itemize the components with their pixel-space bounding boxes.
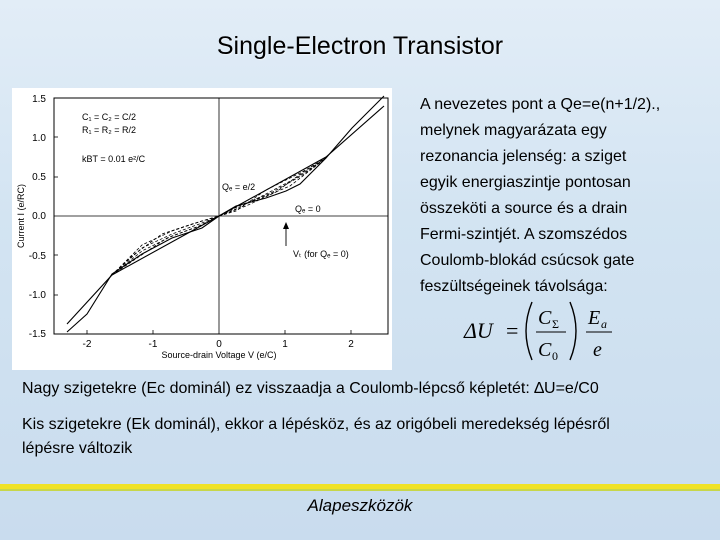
description-line: A nevezetes pont a Qe=e(n+1/2)., <box>420 96 661 113</box>
x-axis-title: Source-drain Voltage V (e/C) <box>161 350 277 360</box>
paragraph-small-islands <box>22 413 712 461</box>
formula-lhs: ΔU <box>464 318 493 343</box>
y-tick-label: -1.5 <box>28 329 46 340</box>
y-tick-label: 0.5 <box>32 172 46 183</box>
description-line: Coulomb-blokád csúcsok gate <box>420 252 635 269</box>
description-line: melynek magyarázata egy <box>420 122 607 139</box>
y-tick-label: 1.5 <box>32 94 46 105</box>
delta-u-formula <box>462 296 632 371</box>
paragraph-large-islands: Nagy szigetekre (Ec dominál) ez visszaadja a Coulomb-lépcső képletét: ∆U=e/C0 <box>22 380 599 397</box>
y-tick-label: 0.0 <box>32 211 46 222</box>
y-tick-label: -0.5 <box>28 251 46 262</box>
label-qe-zero: Qₑ = 0 <box>295 204 321 214</box>
description-line: összeköti a source és a drain <box>420 200 628 217</box>
formula-ea-sub: a <box>601 317 607 331</box>
formula-e: e <box>593 339 602 361</box>
param-resistance: R₁ = R₂ = R/2 <box>82 125 137 135</box>
curve-qe-half <box>67 106 384 324</box>
threshold-arrowhead <box>283 222 289 229</box>
y-tick-label: -1.0 <box>28 290 46 301</box>
label-threshold: Vₜ (for Qₑ = 0) <box>293 249 349 259</box>
description-text <box>420 92 710 300</box>
formula-c-sigma-sub: Σ <box>552 317 559 331</box>
x-tick-label: 1 <box>282 339 288 350</box>
paragraph-line: Kis szigetekre (Ek dominál), ekkor a lépésköz, és az origóbeli meredekség lépésről <box>22 416 610 433</box>
formula-c0-sub: 0 <box>552 349 558 363</box>
description-line: rezonancia jelenség: a sziget <box>420 148 627 165</box>
x-tick-label: -1 <box>148 339 158 350</box>
label-qe-half: Qₑ = e/2 <box>222 182 256 192</box>
description-line: egyik energiaszintje pontosan <box>420 174 631 191</box>
description-line: feszültségeinek távolsága: <box>420 278 608 295</box>
description-line: Fermi-szintjét. A szomszédos <box>420 226 628 243</box>
formula-ea: E <box>588 307 601 329</box>
x-tick-label: 0 <box>216 339 222 350</box>
iv-plot <box>12 88 392 370</box>
footer-text <box>0 496 720 516</box>
y-tick-label: 1.0 <box>32 133 46 144</box>
formula-c0: C <box>538 339 552 361</box>
x-tick-label: 2 <box>348 339 354 350</box>
footer-label: Alapeszközök <box>307 496 413 515</box>
param-capacitance: C₁ = C₂ = C/2 <box>82 112 137 122</box>
slide-title: Single-Electron Transistor <box>216 32 504 60</box>
param-temperature: kBT = 0.01 e²/C <box>82 154 146 164</box>
formula-c-sigma: C <box>538 307 552 329</box>
paragraph-line: lépésre változik <box>22 440 133 457</box>
x-tick-label: -2 <box>82 339 92 350</box>
y-axis-title: Current I (e/RC) <box>16 183 26 249</box>
formula-equals: = <box>506 318 519 343</box>
footer-bar-accent <box>0 489 720 491</box>
